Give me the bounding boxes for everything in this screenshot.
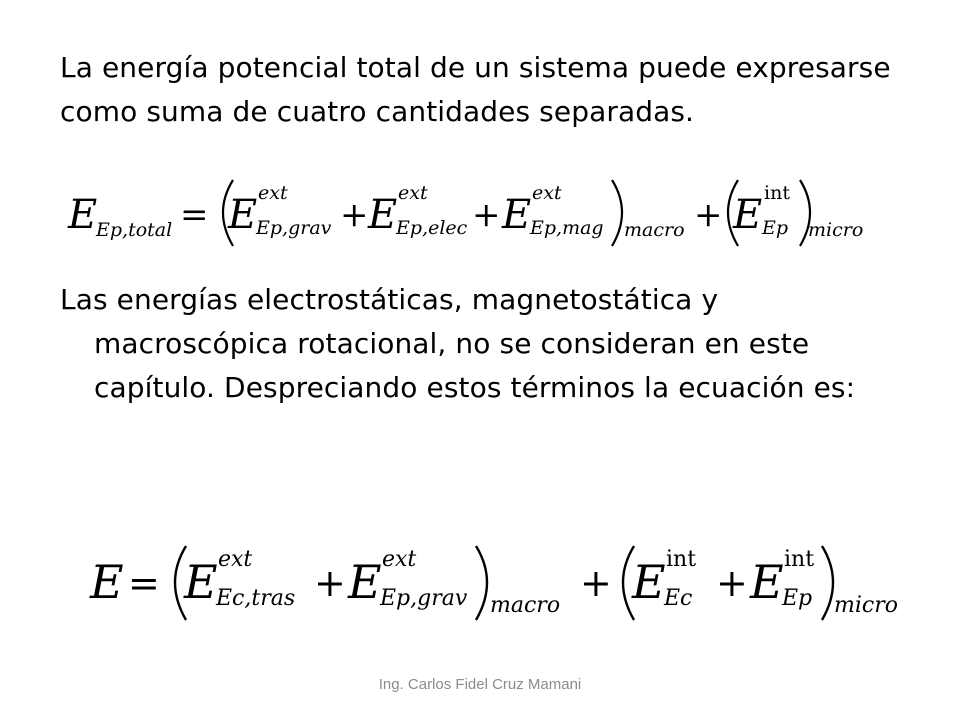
eq1-macro-label: macro [624, 219, 685, 241]
eq1-term1-sub: Ep,grav [256, 217, 332, 239]
eq1-term4-base: E [733, 192, 763, 238]
eq2-plus-2: + [580, 561, 612, 605]
eq1-term4-sup: int [764, 182, 790, 204]
equation-total-potential-energy [67, 180, 863, 246]
eq2-macro-label: macro [490, 593, 561, 618]
eq1-term4-sub: Ep [762, 217, 789, 239]
eq1-term3-sub: Ep,mag [530, 217, 604, 239]
eq2-term4-sub: Ep [782, 586, 813, 611]
eq1-term2-base: E [368, 192, 398, 238]
equation-simplified-energy [89, 546, 898, 620]
eq1-term3-sup: ext [532, 182, 562, 204]
eq1-term2-sub: Ep,elec [396, 217, 468, 239]
eq2-macro-close-paren [476, 546, 487, 620]
eq2-term1-sub: Ec,tras [216, 586, 296, 611]
eq2-term3-sup: int [666, 547, 697, 572]
eq2-term2-base: E [348, 555, 382, 609]
eq1-lhs-base: E [68, 192, 98, 238]
eq2-term2-sub: Ep,grav [380, 586, 468, 611]
eq2-equals: = [128, 561, 160, 605]
eq2-plus-3: + [716, 561, 748, 605]
eq2-micro-close-paren [822, 546, 833, 620]
eq2-term3-base: E [632, 555, 666, 609]
eq2-term1-sup: ext [218, 547, 253, 572]
eq2-term3-sub: Ec [664, 586, 693, 611]
eq1-term1-sup: ext [258, 182, 288, 204]
eq2-term2-sup: ext [382, 547, 417, 572]
eq1-plus-1: + [340, 195, 369, 235]
eq1-lhs-sub: Ep,total [96, 219, 173, 241]
eq2-plus-1: + [314, 561, 346, 605]
eq2-micro-label: micro [834, 593, 898, 618]
eq1-plus-2: + [472, 195, 501, 235]
eq1-term2-sup: ext [398, 182, 428, 204]
intro-paragraph: La energía potencial total de un sistema puede expresarse como suma de cuatro cantidades separadas. [60, 51, 891, 128]
footer-author: Ing. Carlos Fidel Cruz Mamani [378, 676, 582, 693]
eq1-equals: = [180, 195, 209, 235]
eq1-term3-base: E [502, 192, 532, 238]
eq2-term1-base: E [184, 555, 218, 609]
eq2-term4-base: E [750, 555, 784, 609]
eq1-plus-3: + [694, 195, 723, 235]
eq2-lhs-base: E [90, 555, 124, 609]
explanation-paragraph: Las energías electrostáticas, magnetostática y macroscópica rotacional, no se consideran en este capítulo. Despreciando estos términos la ecuación es: [60, 283, 856, 404]
eq2-term4-sup: int [784, 547, 815, 572]
eq1-micro-label: micro [808, 219, 864, 241]
eq1-macro-close-paren [612, 180, 622, 246]
eq1-term1-base: E [228, 192, 258, 238]
